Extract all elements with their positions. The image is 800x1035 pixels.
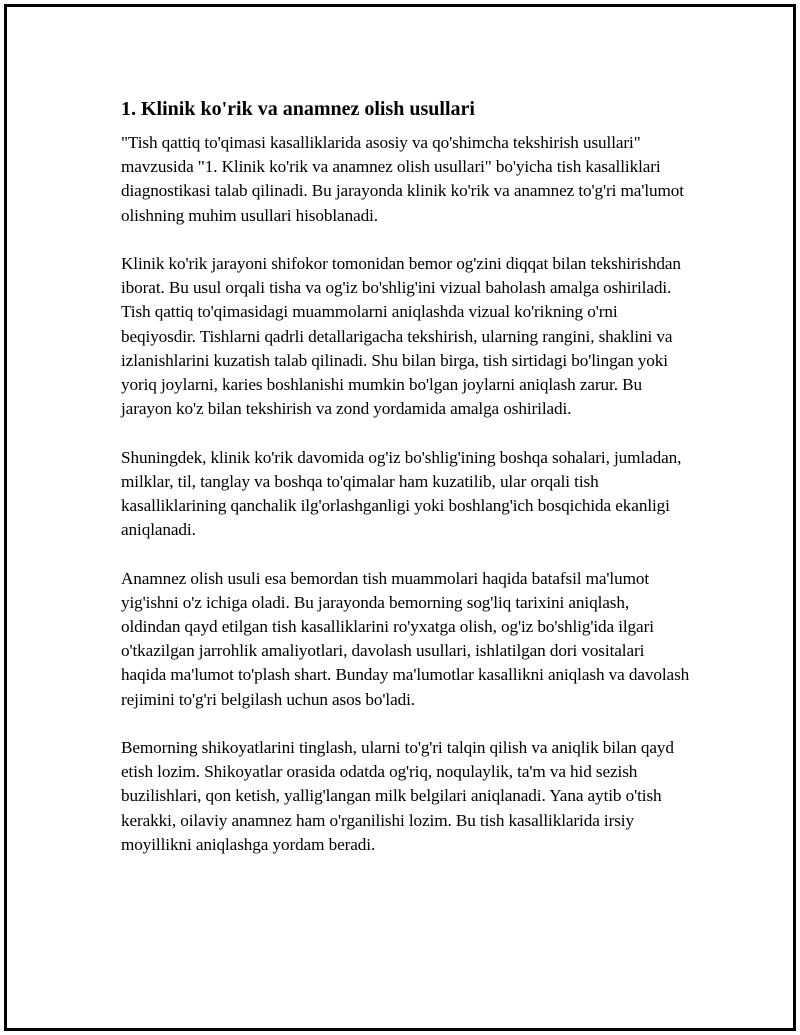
paragraph: Anamnez olish usuli esa bemordan tish muammolari haqida batafsil ma'lumot yig'ishni o'z ichiga oladi. Bu jarayonda bemorning sog'liq tarixini aniqlash, oldindan qayd etilgan tish kasalliklarini ro'yxatga olish, og'iz bo'shlig'ida ilgari o'tkazilgan jarrohlik amaliyotlari, davolash usullari, ishlatilgan dori vositalari haqida ma'lumot to'plash shart. Bunday ma'lumotlar kasallikni aniqlash va davolash rejimini to'g'ri belgilash uchun asos bo'ladi. (121, 568, 690, 709)
paragraph: Bemorning shikoyatlarini tinglash, ularni to'g'ri talqin qilish va aniqlik bilan qayd etish lozim. Shikoyatlar orasida odatda og'riq, noqulaylik, ta'm va hid sezish buzilishlari, qon ketish, yallig'langan milk belgilari aniqlanadi. Yana aytib o'tish kerakki, oilaviy anamnez ham o'rganilishi lozim. Bu tish kasalliklarida irsiy moyillikni aniqlashga yordam beradi. (121, 738, 674, 854)
paragraph: "Tish qattiq to'qimasi kasalliklarida asosiy va qo'shimcha tekshirish usullari" mavzusida "1. Klinik ko'rik va anamnez olish usullari" bo'yicha tish kasalliklari diagnostikasi talab qilinadi. Bu jarayonda klinik ko'rik va anamnez to'g'ri ma'lumot olishning muhim usullari hisoblanadi. (121, 133, 684, 225)
document-body (121, 97, 691, 881)
paragraph: Klinik ko'rik jarayoni shifokor tomonidan bemor og'zini diqqat bilan tekshirishdan iborat. Bu usul orqali tisha va og'iz bo'shlig'ini vizual baholash amalga oshiriladi. Tish qattiq to'qimasidagi muammolarni aniqlashda vizual ko'rikning o'rni beqiyosdir. Tishlarni qadrli detallarigacha tekshirish, ularning rangini, shaklini va izlanishlarini kuzatish talab qilinadi. Shu bilan birga, tish sirtidagi bo'lingan yoki yoriq joylarni, karies boshlanishi mumkin bo'lgan joylarni aniqlash zarur. Bu jarayon ko'z bilan tekshirish va zond yordamida amalga oshiriladi. (121, 254, 681, 419)
paragraph: Shuningdek, klinik ko'rik davomida og'iz bo'shlig'ining boshqa sohalari, jumladan, milklar, til, tanglay va boshqa to'qimalar ham kuzatilib, ular orqali tish kasalliklarining qanchalik ilg'orlashganligi yoki boshlang'ich bosqichida ekanligi aniqlanadi. (121, 447, 682, 540)
page-frame (4, 4, 796, 1031)
section-heading: 1. Klinik ko'rik va anamnez olish usullari (121, 98, 475, 120)
